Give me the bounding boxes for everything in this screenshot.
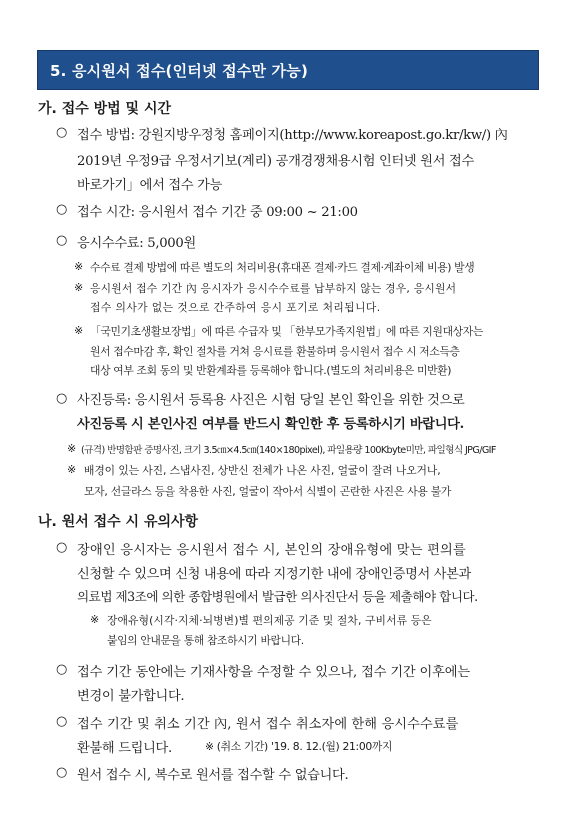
fee-text: 응시수수료: 5,000원 <box>77 236 196 251</box>
disabled-line-3: 의료법 제3조에 의한 종합병원에서 발급한 의사진단서 등을 제출해야 합니다. <box>77 589 478 604</box>
time-text: 접수 시간: 응시원서 접수 기간 중 09:00 ~ 21:00 <box>77 205 358 220</box>
note-mark-icon: ※ <box>74 260 84 273</box>
fee-note-2-line-2: 접수 의사가 없는 것으로 간주하여 응시 포기로 처리됩니다. <box>90 301 381 314</box>
bullet-circle-icon: ○ <box>56 765 68 780</box>
bullet-circle-icon: ○ <box>56 540 68 555</box>
disabled-line-1: 장애인 응시자는 응시원서 접수 시, 본인의 장애유형에 맞는 편의를 <box>77 543 466 558</box>
bullet-circle-icon: ○ <box>56 662 68 677</box>
disabled-line-2: 신청할 수 있으며 신청 내용에 따라 지정기한 내에 장애인증명서 사본과 <box>77 567 471 582</box>
bullet-circle-icon: ○ <box>56 233 68 248</box>
modify-line-2: 변경이 불가합니다. <box>77 689 185 704</box>
subsection-title-ga: 가. 접수 방법 및 시간 <box>38 101 172 117</box>
photo-line-2: 사진등록 시 본인사진 여부를 반드시 확인한 후 등록하시기 바랍니다. <box>77 417 464 432</box>
method-line-1: 접수 방법: 강원지방우정청 홈페이지(http://www.koreapost.go.kr/kw/) 內 <box>77 128 508 143</box>
note-mark-icon: ※ <box>67 463 77 476</box>
photo-note-2-line-2: 모자, 선글라스 등을 착용한 사진, 얼굴이 작아서 식별이 곤란한 사진은 사용 불가 <box>84 485 452 498</box>
disabled-note-line-1: 장애유형(시각·지체·뇌병변)별 편의제공 기준 및 절차, 구비서류 등은 <box>107 614 432 627</box>
bullet-circle-icon: ○ <box>56 391 68 406</box>
method-line-3: 바로가기」에서 접수 가능 <box>77 178 223 193</box>
refund-cancel-period-note: ※ (취소 기간) '19. 8. 12.(월) 21:00까지 <box>205 740 393 753</box>
bullet-circle-icon: ○ <box>56 714 68 729</box>
photo-note-2-line-1: 배경이 있는 사진, 스냅사진, 상반신 전체가 나온 사진, 얼굴이 잘려 나오거나, <box>84 464 441 477</box>
method-line-2: 2019년 우정9급 우정서기보(계리) 공개경쟁채용시험 인터넷 원서 접수 <box>77 154 474 169</box>
fee-note-3-line-3: 대상 여부 조회 동의 및 반환계좌를 등록해야 합니다.(별도의 처리비용은 미반환) <box>90 364 452 377</box>
fee-note-2-line-1: 응시원서 접수 기간 內 응시자가 응시수수료를 납부하지 않는 경우, 응시원서 <box>90 282 457 295</box>
fee-note-3-line-2: 원서 접수마감 후, 확인 절차를 거쳐 응시료를 환불하며 응시원서 접수 시 저소득층 <box>90 345 460 358</box>
section-title: 5. 응시원서 접수(인터넷 접수만 가능) <box>50 62 308 80</box>
note-mark-icon: ※ <box>90 613 100 626</box>
refund-line-1: 접수 기간 및 취소 기간 內, 원서 접수 취소자에 한해 응시수수료를 <box>77 717 459 732</box>
photo-line-1: 사진등록: 응시원서 등록용 사진은 시험 당일 본인 확인을 위한 것으로 <box>77 393 465 408</box>
note-mark-icon: ※ <box>74 281 84 294</box>
fee-note-3-line-1: 「국민기초생활보장법」에 따른 수급자 및 「한부모가족지원법」에 따른 지원대상자는 <box>90 325 483 338</box>
subsection-title-na: 나. 원서 접수 시 유의사항 <box>38 514 199 530</box>
duplicate-text: 원서 접수 시, 복수로 원서를 접수할 수 없습니다. <box>77 768 349 783</box>
bullet-circle-icon: ○ <box>56 125 68 140</box>
fee-note-1-line-1: 수수료 결제 방법에 따른 별도의 처리비용(휴대폰 결제·카드 결제·계좌이체 비용) 발생 <box>90 261 475 274</box>
modify-line-1: 접수 기간 동안에는 기재사항을 수정할 수 있으나, 접수 기간 이후에는 <box>77 665 470 680</box>
bullet-circle-icon: ○ <box>56 202 68 217</box>
note-mark-icon: ※ <box>67 442 77 455</box>
disabled-note-line-2: 붙임의 안내문을 통해 참조하시기 바랍니다. <box>107 634 304 647</box>
refund-line-2: 환불해 드립니다. <box>77 741 172 756</box>
photo-note-1-line-1: (규격) 반명함판 증명사진, 크기 3.5㎝×4.5㎝(140×180pixel), 파일용량 100Kbyte미만, 파일형식 JPG/GIF <box>81 445 496 456</box>
note-mark-icon: ※ <box>74 324 84 337</box>
section-header-bar <box>37 50 539 90</box>
